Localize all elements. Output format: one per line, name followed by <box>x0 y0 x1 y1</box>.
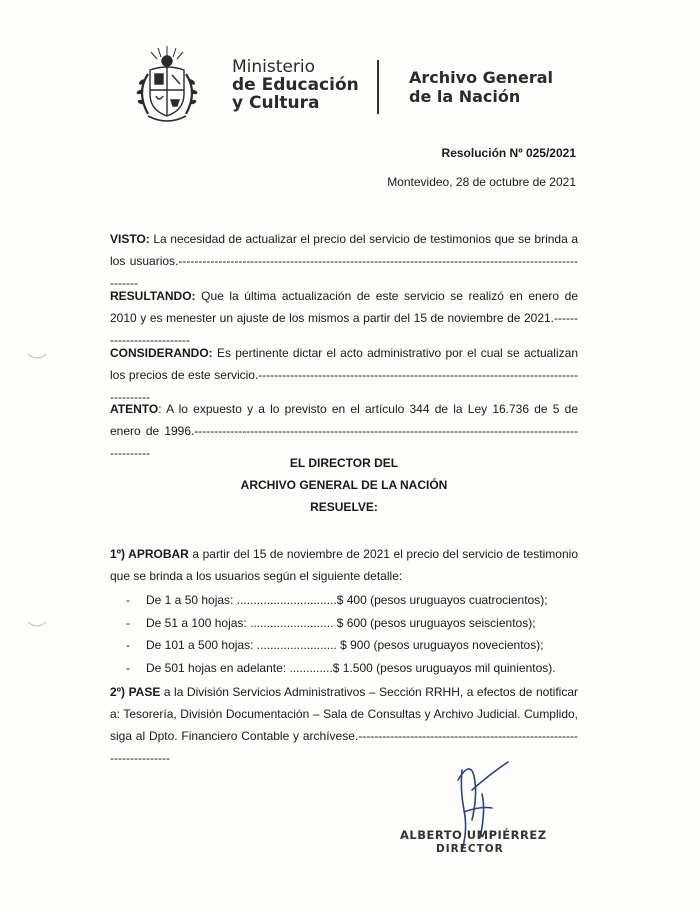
list-item <box>110 634 578 657</box>
article-2-label: 2º) PASE <box>110 685 161 699</box>
considerando-paragraph <box>110 342 578 404</box>
list-bullet: - <box>126 638 130 652</box>
resultando-text: Que la última actualización de este servicio se realizó en enero de 2010 y es menester un ajuste de los mismos a partir del 15 de noviembre de 2021.-------------------------- <box>110 289 578 347</box>
ministry-line-2: de Educación <box>232 75 359 95</box>
article-2-paragraph <box>110 681 578 765</box>
price-item-text: De 51 a 100 hojas: ......................... $ 600 (pesos uruguayos seiscientos); <box>146 615 536 630</box>
considerando-text: Es pertinente dictar el acto administrativo por el cual se actualizan los precios de este servicio.------------------------------------------------------------------------------------------ <box>110 346 578 404</box>
price-item-text: De 501 hojas en adelante: .............$ 1.500 (pesos uruguayos mil quinientos). <box>146 660 556 675</box>
article-1-label: 1º) APROBAR <box>110 547 189 561</box>
archive-name <box>409 68 553 106</box>
atento-label: ATENTO <box>110 402 159 416</box>
resultando-paragraph <box>110 285 578 347</box>
resolution-number: Resolución Nº 025/2021 <box>441 146 576 160</box>
article-2-text: a la División Servicios Administrativos – Sección RRHH, a efectos de notificar a: Tesorería, División Documentación – Sala de Consultas y Archivo Judicial. Cumplido, siga al Dpto. Financiero Contable y archívese.---------------------------------------------------------------------- <box>110 685 578 765</box>
article-1-text: a partir del 15 de noviembre de 2021 el precio del servicio de testimonio que se brinda a los usuarios según el siguiente detalle: <box>110 547 578 583</box>
list-item <box>110 589 578 612</box>
list-bullet: - <box>126 615 130 630</box>
visto-label: VISTO: <box>110 232 150 246</box>
resolve-heading <box>110 452 578 518</box>
ministry-line-1: Ministerio <box>232 57 315 77</box>
resolve-heading-line-1: EL DIRECTOR DEL <box>289 456 399 470</box>
list-item <box>110 657 578 680</box>
price-item-text: De 101 a 500 hojas: ........................ $ 900 (pesos uruguayos novecientos); <box>146 638 544 652</box>
signer-role: DIRECTOR <box>436 843 504 855</box>
price-item-text: De 1 a 50 hojas: ..............................$ 400 (pesos uruguayos cuatrocientos); <box>146 593 548 607</box>
list-bullet: - <box>126 660 130 675</box>
resolve-heading-line-2: ARCHIVO GENERAL DE LA NACIÓN <box>240 478 448 492</box>
archive-line-1: Archivo General <box>409 68 554 87</box>
atento-text: : A lo expuesto y a lo previsto en el artículo 344 de la Ley 16.736 de 5 de enero de 1996.---------------------------------------------------------------------------------------------------------- <box>110 402 578 460</box>
place-date: Montevideo, 28 de octubre de 2021 <box>387 175 576 189</box>
list-item <box>110 612 578 635</box>
ministry-name <box>232 58 359 112</box>
ministry-line-3: y Cultura <box>232 93 320 113</box>
header-divider <box>377 60 379 114</box>
coat-of-arms-emblem <box>130 44 204 128</box>
considerando-label: CONSIDERANDO: <box>110 346 213 360</box>
price-list <box>110 589 578 679</box>
atento-paragraph <box>110 398 578 460</box>
resultando-label: RESULTANDO: <box>110 289 196 303</box>
resolve-heading-line-3: RESUELVE: <box>310 500 378 514</box>
visto-paragraph <box>110 228 578 290</box>
visto-text: La necesidad de actualizar el precio del servicio de testimonios que se brinda a los usuarios.----------------------------------------------------------------------------------------------------------- <box>110 232 578 290</box>
punch-hole-mark <box>26 620 48 630</box>
punch-hole-mark <box>26 352 48 362</box>
archive-line-2: de la Nación <box>409 87 521 106</box>
list-bullet: - <box>126 593 130 607</box>
article-1-paragraph <box>110 543 578 587</box>
signer-name: ALBERTO UMPIÉRREZ <box>400 828 547 842</box>
